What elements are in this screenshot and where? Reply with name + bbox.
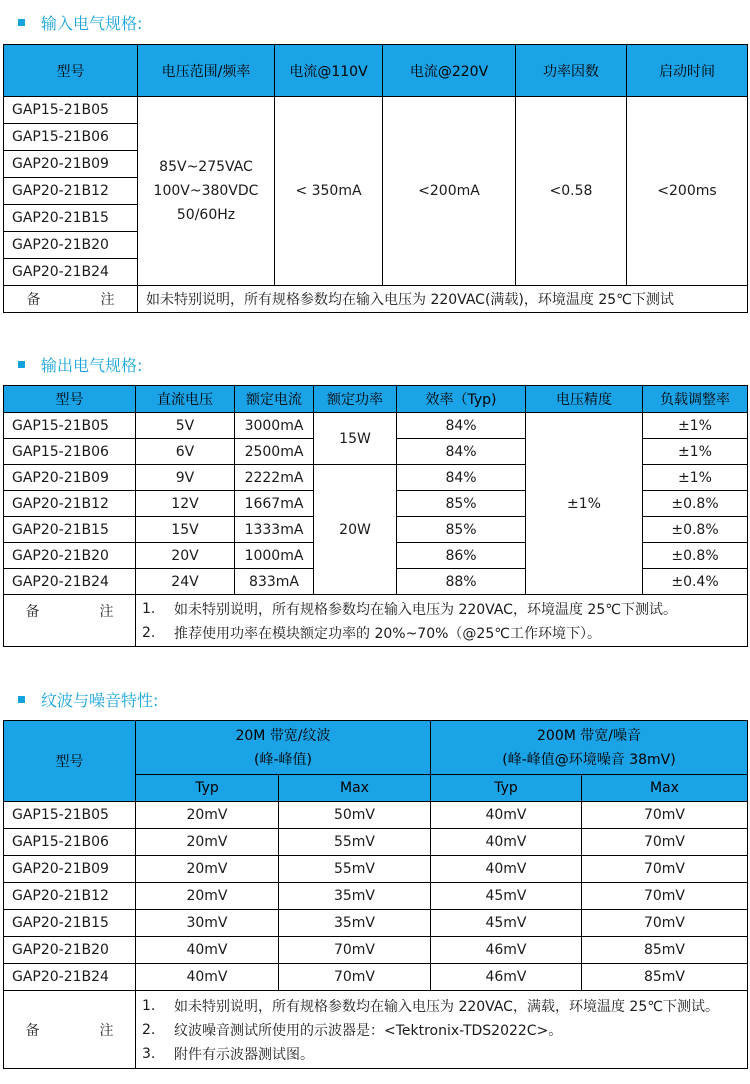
power-factor-cell: <0.58 [516, 97, 627, 286]
model-cell: GAP20-21B12 [4, 883, 136, 910]
input-remark-row [4, 286, 748, 313]
value-cell: 70mV [582, 883, 748, 910]
value-cell: 55mV [279, 856, 431, 883]
load-reg-cell: ±0.8% [643, 491, 748, 517]
note-line: 2. 纹波噪音测试所使用的示波器是：<Tektronix-TDS2022C>。 [142, 1021, 563, 1039]
header-cell: 型号 [4, 721, 136, 802]
ripple-noise-table [3, 720, 748, 1069]
model-cell: GAP20-21B24 [4, 259, 138, 286]
voltage-line: 100V~380VDC [153, 183, 259, 199]
value-cell: 40mV [431, 856, 582, 883]
value-cell: 40mV [431, 802, 582, 829]
value-cell: 40mV [136, 964, 279, 991]
load-reg-cell: ±1% [643, 439, 748, 465]
value-cell: 70mV [582, 856, 748, 883]
output-remark-row [4, 595, 748, 647]
value-cell: 35mV [279, 883, 431, 910]
efficiency-cell: 88% [397, 569, 526, 595]
voltage-cell: 5V [136, 413, 235, 439]
current-cell: 1000mA [235, 543, 314, 569]
voltage-cell: 20V [136, 543, 235, 569]
output-section-title [18, 353, 142, 375]
subheader-cell: Typ [431, 775, 582, 802]
value-cell: 45mV [431, 910, 582, 937]
note-line: 1. 如未特别说明，所有规格参数均在输入电压为 220VAC，环境温度 25℃下测试。 [142, 600, 677, 618]
header-cell: 电压精度 [526, 386, 643, 413]
model-cell: GAP15-21B05 [4, 413, 136, 439]
current-cell: 3000mA [235, 413, 314, 439]
model-cell: GAP20-21B15 [4, 517, 136, 543]
value-cell: 40mV [431, 829, 582, 856]
model-cell: GAP20-21B09 [4, 465, 136, 491]
current-cell: 833mA [235, 569, 314, 595]
model-cell: GAP20-21B12 [4, 178, 138, 205]
value-cell: 30mV [136, 910, 279, 937]
value-cell: 20mV [136, 829, 279, 856]
load-reg-cell: ±0.8% [643, 543, 748, 569]
header-cell: 功率因数 [516, 45, 627, 97]
input-header-row [4, 45, 748, 97]
square-bullet-icon [18, 696, 25, 703]
voltage-cell: 24V [136, 569, 235, 595]
remark-text: 如未特别说明，所有规格参数均在输入电压为 220VAC(满载)，环境温度 25℃下测试 [138, 286, 748, 313]
table-row [4, 413, 748, 439]
table-row [4, 937, 748, 964]
voltage-range-cell [138, 97, 275, 286]
header-cell: 额定功率 [314, 386, 397, 413]
efficiency-cell: 86% [397, 543, 526, 569]
power-cell: 15W [314, 413, 397, 465]
current-cell: 2222mA [235, 465, 314, 491]
efficiency-cell: 84% [397, 439, 526, 465]
input-spec-table [3, 44, 748, 313]
model-cell: GAP15-21B05 [4, 802, 136, 829]
value-cell: 55mV [279, 829, 431, 856]
remark-label: 备 注 [4, 991, 136, 1069]
value-cell: 46mV [431, 937, 582, 964]
model-cell: GAP20-21B20 [4, 543, 136, 569]
header-ripple-cell: 20M 带宽/纹波 (峰-峰值) [136, 721, 431, 775]
table-row [4, 856, 748, 883]
value-cell: 46mV [431, 964, 582, 991]
table-row [4, 883, 748, 910]
output-title-text: 输出电气规格: [41, 355, 143, 375]
efficiency-cell: 84% [397, 413, 526, 439]
remark-notes [136, 991, 748, 1069]
load-reg-cell: ±0.8% [643, 517, 748, 543]
header-cell: 启动时间 [627, 45, 748, 97]
output-spec-table [3, 385, 748, 647]
value-cell: 70mV [279, 964, 431, 991]
model-cell: GAP20-21B09 [4, 151, 138, 178]
table-row [4, 829, 748, 856]
header-cell: 直流电压 [136, 386, 235, 413]
square-bullet-icon [18, 361, 25, 368]
current-cell: 1667mA [235, 491, 314, 517]
voltage-cell: 6V [136, 439, 235, 465]
current-cell: 2500mA [235, 439, 314, 465]
model-cell: GAP15-21B05 [4, 97, 138, 124]
model-cell: GAP20-21B09 [4, 856, 136, 883]
subheader-cell: Typ [136, 775, 279, 802]
value-cell: 85mV [582, 964, 748, 991]
load-reg-cell: ±1% [643, 413, 748, 439]
value-cell: 20mV [136, 856, 279, 883]
table-row [4, 802, 748, 829]
model-cell: GAP15-21B06 [4, 124, 138, 151]
value-cell: 70mV [582, 802, 748, 829]
voltage-cell: 9V [136, 465, 235, 491]
efficiency-cell: 85% [397, 491, 526, 517]
efficiency-cell: 84% [397, 465, 526, 491]
voltage-line: 50/60Hz [176, 207, 236, 223]
value-cell: 85mV [582, 937, 748, 964]
remark-label: 备 注 [4, 595, 136, 647]
header-cell: 电压范围/频率 [138, 45, 275, 97]
startup-time-cell: <200ms [627, 97, 748, 286]
header-cell: 效率（Typ) [397, 386, 526, 413]
subheader-cell: Max [582, 775, 748, 802]
voltage-line: 85V~275VAC [159, 159, 253, 175]
power-cell: 20W [314, 465, 397, 595]
subheader-cell: Max [279, 775, 431, 802]
model-cell: GAP15-21B06 [4, 439, 136, 465]
model-cell: GAP20-21B12 [4, 491, 136, 517]
remark-label: 备 注 [4, 286, 138, 313]
voltage-cell: 12V [136, 491, 235, 517]
header-cell: 电流@110V [275, 45, 383, 97]
ripple-remark-row [4, 991, 748, 1069]
current-220-cell: <200mA [383, 97, 516, 286]
current-110-cell: < 350mA [275, 97, 383, 286]
header-cell: 负载调整率 [643, 386, 748, 413]
header-cell: 型号 [4, 386, 136, 413]
load-reg-cell: ±0.4% [643, 569, 748, 595]
value-cell: 20mV [136, 802, 279, 829]
accuracy-cell: ±1% [526, 413, 643, 595]
current-cell: 1333mA [235, 517, 314, 543]
model-cell: GAP20-21B15 [4, 910, 136, 937]
efficiency-cell: 85% [397, 517, 526, 543]
model-cell: GAP20-21B24 [4, 569, 136, 595]
header-noise-cell: 200M 带宽/噪音 (峰-峰值@环境噪音 38mV) [431, 721, 748, 775]
header-cell: 型号 [4, 45, 138, 97]
note-line: 3. 附件有示波器测试图。 [142, 1045, 314, 1063]
value-cell: 20mV [136, 883, 279, 910]
value-cell: 50mV [279, 802, 431, 829]
ripple-header-row [4, 721, 748, 775]
value-cell: 40mV [136, 937, 279, 964]
value-cell: 70mV [582, 829, 748, 856]
table-row [4, 964, 748, 991]
model-cell: GAP20-21B20 [4, 232, 138, 259]
table-row [4, 910, 748, 937]
value-cell: 35mV [279, 910, 431, 937]
remark-notes [136, 595, 748, 647]
value-cell: 70mV [582, 910, 748, 937]
header-cell: 电流@220V [383, 45, 516, 97]
model-cell: GAP15-21B06 [4, 829, 136, 856]
note-line: 1. 如未特别说明，所有规格参数均在输入电压为 220VAC，满载，环境温度 25℃下测试。 [142, 997, 719, 1015]
note-line: 2. 推荐使用功率在模块额定功率的 20%~70%（@25℃工作环境下）。 [142, 624, 601, 642]
ripple-title-text: 纹波与噪音特性: [41, 690, 159, 710]
load-reg-cell: ±1% [643, 465, 748, 491]
ripple-section-title [18, 688, 158, 710]
voltage-cell: 15V [136, 517, 235, 543]
header-cell: 额定电流 [235, 386, 314, 413]
input-section-title [18, 11, 142, 33]
value-cell: 45mV [431, 883, 582, 910]
model-cell: GAP20-21B15 [4, 205, 138, 232]
output-header-row [4, 386, 748, 413]
value-cell: 70mV [279, 937, 431, 964]
model-cell: GAP20-21B20 [4, 937, 136, 964]
input-title-text: 输入电气规格: [41, 13, 143, 33]
square-bullet-icon [18, 19, 25, 26]
model-cell: GAP20-21B24 [4, 964, 136, 991]
